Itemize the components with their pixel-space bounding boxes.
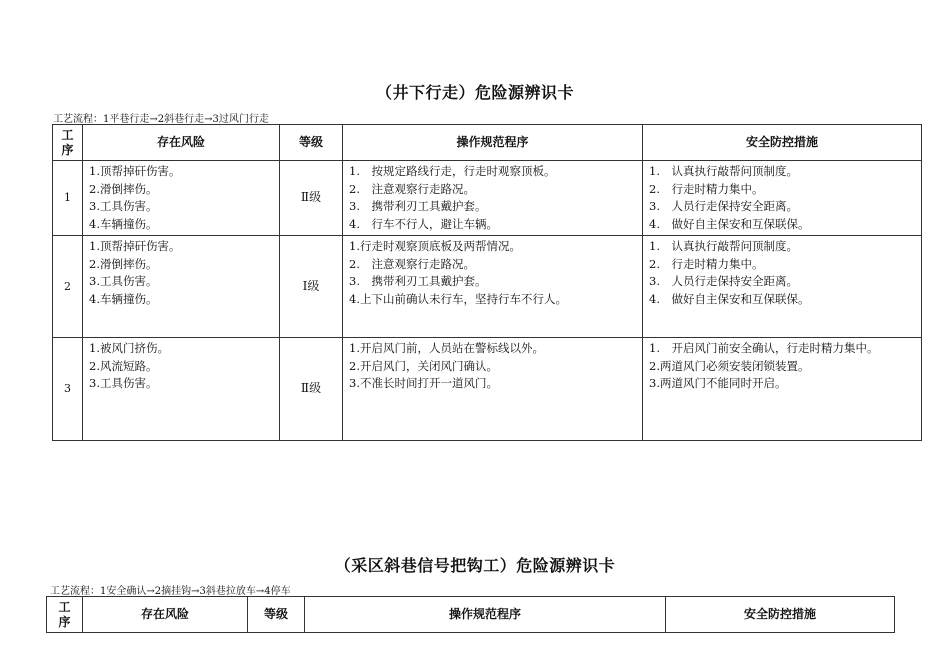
risk-cell — [83, 161, 280, 236]
procedure-item: 4.上下山前确认未行车，坚持行车不行人。 — [349, 291, 567, 306]
measure-item: 1. 认真执行敲帮问顶制度。 — [649, 239, 798, 253]
risk-item: 1.顶帮掉矸伤害。 — [89, 164, 181, 178]
measure-item: 4. 做好自主保安和互保联保。 — [649, 216, 810, 231]
procedure-cell — [343, 236, 643, 338]
procedure-cell — [343, 161, 643, 236]
header-procedure: 操作规范程序 — [305, 597, 666, 633]
measure-item: 1. 认真执行敲帮问顶制度。 — [649, 164, 798, 178]
header-measures: 安全防控措施 — [643, 125, 922, 161]
card2-process-flow: 工艺流程：1安全确认→2摘挂钩→3斜巷拉放车→4停车 — [50, 586, 291, 597]
procedure-item: 3.不准长时间打开一道风门。 — [349, 376, 498, 390]
risk-item: 3.工具伤害。 — [89, 199, 158, 213]
procedure-item: 4. 行车不行人，避让车辆。 — [349, 216, 498, 231]
table-row — [53, 236, 922, 338]
procedure-item: 1. 按规定路线行走，行走时观察顶板。 — [349, 164, 556, 178]
risk-item: 4.车辆撞伤。 — [89, 216, 158, 231]
card2-title: （采区斜巷信号把钩工）危险源辨识卡 — [334, 556, 616, 575]
measure-item: 4. 做好自主保安和互保联保。 — [649, 291, 810, 306]
risk-item: 4.车辆撞伤。 — [89, 291, 158, 306]
header-measures: 安全防控措施 — [666, 597, 895, 633]
measure-item: 2. 行走时精力集中。 — [649, 256, 764, 271]
measure-item: 2. 行走时精力集中。 — [649, 181, 764, 196]
procedure-item: 2. 注意观察行走路况。 — [349, 181, 475, 196]
table-row — [53, 338, 922, 441]
row-seq: 3 — [53, 338, 83, 441]
risk-cell — [83, 338, 280, 441]
header-seq: 工序 — [47, 597, 83, 633]
header-level: 等级 — [248, 597, 305, 633]
header-seq: 工序 — [53, 125, 83, 161]
card1-title: （井下行走）危险源辨识卡 — [375, 83, 574, 102]
risk-item: 2.滑倒摔伤。 — [89, 256, 158, 271]
measure-item: 2.两道风门必须安装闭锁装置。 — [649, 358, 810, 373]
card1-table — [52, 124, 922, 441]
risk-item: 1.顶帮掉矸伤害。 — [89, 239, 181, 253]
procedure-item: 2.开启风门，关闭风门确认。 — [349, 358, 498, 373]
table-row — [53, 161, 922, 236]
risk-item: 3.工具伤害。 — [89, 274, 158, 288]
card2-table — [46, 596, 895, 633]
procedure-item: 3. 携带利刃工具戴护套。 — [349, 274, 487, 288]
level-cell: Ⅱ级 — [280, 161, 343, 236]
measure-item: 3.两道风门不能同时开启。 — [649, 376, 787, 390]
row-seq: 2 — [53, 236, 83, 338]
level-cell: Ⅰ级 — [280, 236, 343, 338]
level-cell: Ⅱ级 — [280, 338, 343, 441]
procedure-item: 2. 注意观察行走路况。 — [349, 256, 475, 271]
card2-header-row — [47, 597, 895, 633]
header-level: 等级 — [280, 125, 343, 161]
procedure-item: 1.开启风门前，人员站在警标线以外。 — [349, 341, 544, 355]
header-procedure: 操作规范程序 — [343, 125, 643, 161]
measures-cell — [643, 161, 922, 236]
measures-cell — [643, 236, 922, 338]
risk-item: 2.风流短路。 — [89, 358, 158, 373]
procedure-item: 3. 携带利刃工具戴护套。 — [349, 199, 487, 213]
measure-item: 1. 开启风门前安全确认，行走时精力集中。 — [649, 341, 879, 355]
measure-item: 3. 人员行走保持安全距离。 — [649, 199, 798, 213]
header-risk: 存在风险 — [83, 125, 280, 161]
risk-item: 2.滑倒摔伤。 — [89, 181, 158, 196]
card1-header-row — [53, 125, 922, 161]
header-risk: 存在风险 — [83, 597, 248, 633]
measure-item: 3. 人员行走保持安全距离。 — [649, 274, 798, 288]
risk-cell — [83, 236, 280, 338]
risk-item: 3.工具伤害。 — [89, 376, 158, 390]
risk-item: 1.被风门挤伤。 — [89, 341, 169, 355]
row-seq: 1 — [53, 161, 83, 236]
procedure-item: 1.行走时观察顶底板及两帮情况。 — [349, 239, 521, 253]
measures-cell — [643, 338, 922, 441]
card1-process-flow: 工艺流程：1平巷行走→2斜巷行走→3过风门行走 — [53, 114, 269, 125]
procedure-cell — [343, 338, 643, 441]
